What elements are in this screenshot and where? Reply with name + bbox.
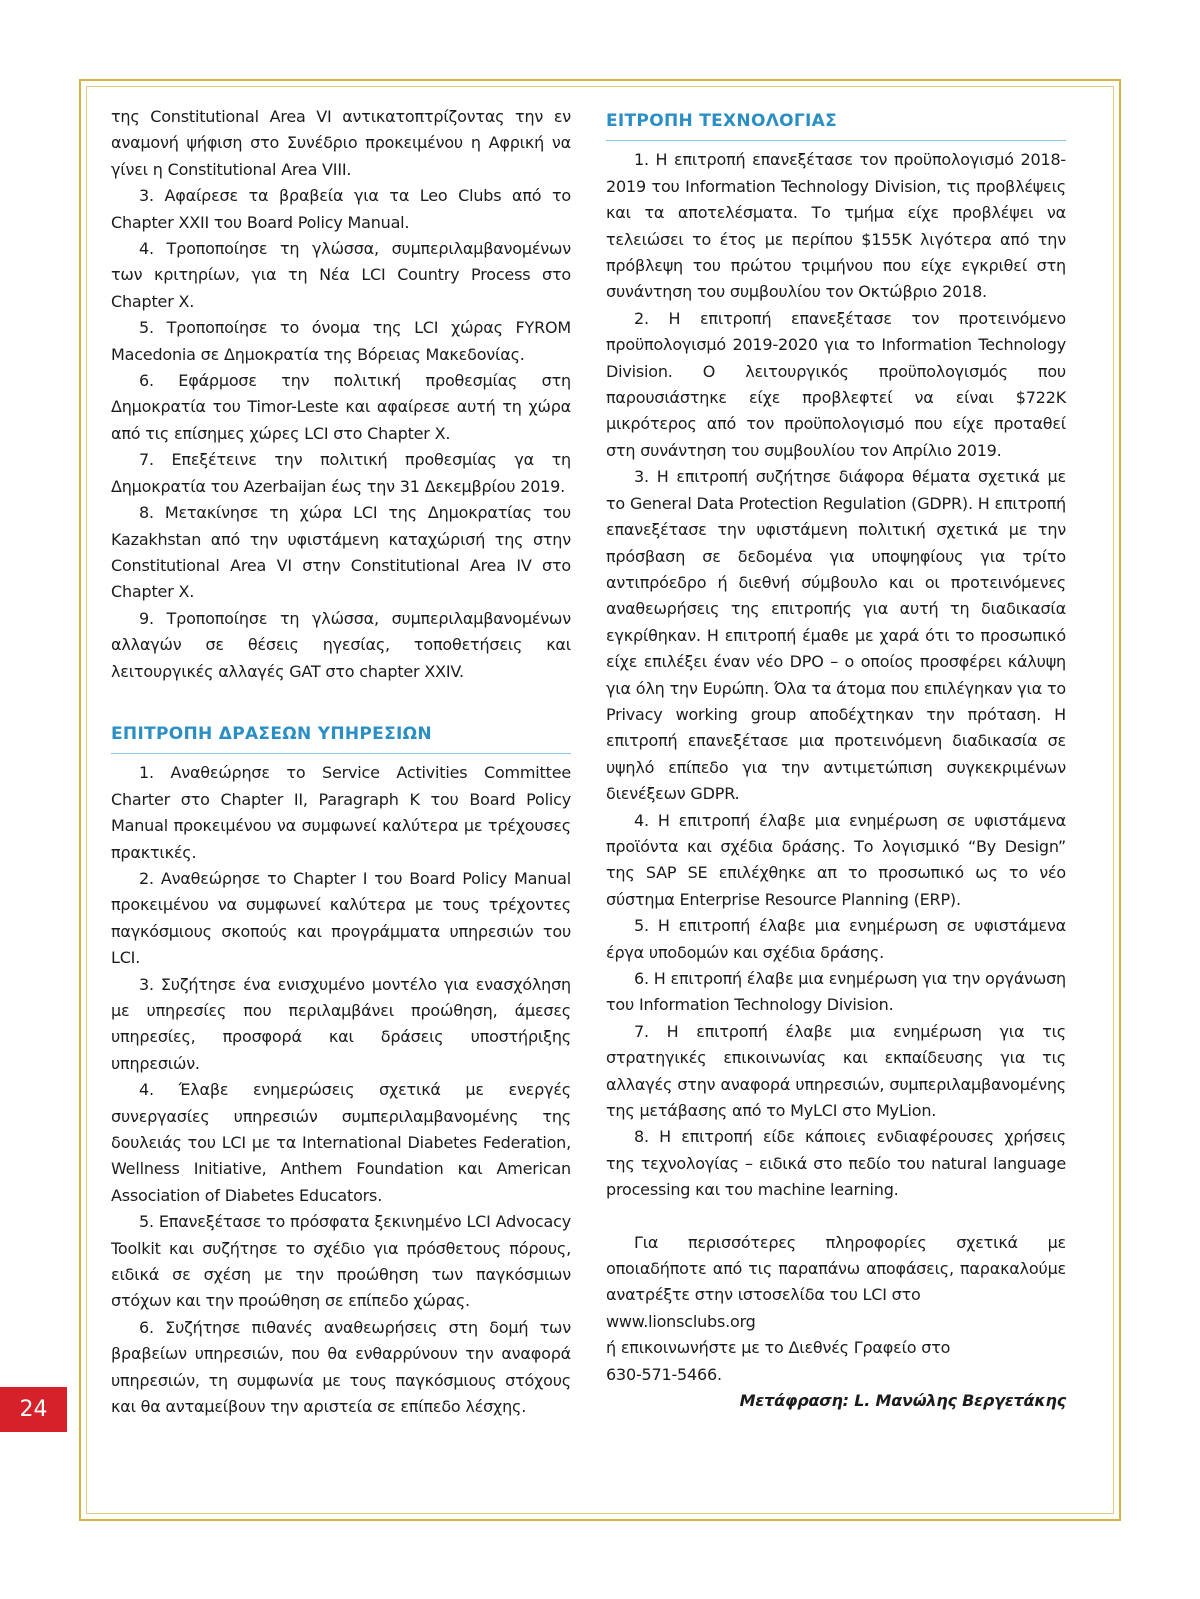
list-item: 4. Η επιτροπή έλαβε μια ενημέρωση σε υφιστάμενα προϊόντα και σχέδια δράσης. Το λογισμικό “By Design” της SAP SE επιλέχθηκε απ το προσωπικό ως το νέο σύστημα Enterprise Resource Planning (ERP). [606, 810, 1066, 909]
list-item: 2. Αναθεώρησε το Chapter I του Board Policy Manual προκειμένου να συμφωνεί καλύτερα με τους τρέχοντες παγκόσμιους σκοπούς και προγράμματα υπηρεσιών του LCI. [111, 868, 571, 968]
list-item: 4. Έλαβε ενημερώσεις σχετικά με ενεργές συνεργασίες υπηρεσιών συμπεριλαμβανομένης της δουλειάς του LCI με τα International Diabetes Federation, Wellness Initiative, Anthem Foundation και American Association of Diabetes Educators. [111, 1080, 571, 1205]
translator-credit: Μετάφραση: L. Μανώλης Βεργετάκης [739, 1391, 1066, 1411]
section-heading-service-activities: ΕΠΙΤΡΟΠΗ ΔΡΑΣΕΩΝ ΥΠΗΡΕΣΙΩΝ [111, 721, 571, 754]
page-number-badge: 24 [0, 1387, 67, 1432]
list-item: 4. Τροποποίησε τη γλώσσα, συμπεριλαμβανομένων των κριτηρίων, για τη Νέα LCI Country Process στο Chapter X. [111, 239, 571, 311]
list-item: 6. Εφάρμοσε την πολιτική προθεσμίας στη Δημοκρατία του Timor-Leste και αφαίρεσε αυτή τη χώρα από τις επίσημες χώρες LCI στο Chapter X. [111, 371, 571, 443]
website-link[interactable]: www.lionsclubs.org [606, 1311, 756, 1331]
list-item: 5. Η επιτροπή έλαβε μια ενημέρωση σε υφιστάμενα έργα υποδομών και σχέδια δράσης. [606, 916, 1066, 962]
phone-number: 630-571-5466. [606, 1364, 722, 1384]
closing-info-text: Για περισσότερες πληροφορίες σχετικά με οποιαδήποτε από τις παραπάνω αποφάσεις, παρακαλούμε ανατρέξτε στην ιστοσελίδα του LCI στο [606, 1232, 1066, 1305]
list-item: 8. Η επιτροπή είδε κάποιες ενδιαφέρουσες χρήσεις της τεχνολογίας – ειδικά στο πεδίο του natural language processing και του machine learning. [606, 1127, 1066, 1200]
closing-contact-text: ή επικοινωνήστε με το Διεθνές Γραφείο στο [606, 1338, 951, 1358]
list-item: 3. Συζήτησε ένα ενισχυμένο μοντέλο για ενασχόληση με υπηρεσίες που περιλαμβάνει προώθηση, άμεσες υπηρεσίες, προσφορά και δράσεις υποστήριξης υπηρεσιών. [111, 974, 571, 1073]
list-item: 2. Η επιτροπή επανεξέτασε τον προτεινόμενο προϋπολογισμό 2019-2020 για το Information Technology Division. Ο λειτουργικός προϋπολογισμός που παρουσιάστηκε είχε προβλεφτεί να είναι $722K μικρότερος από τον προϋπολογισμό που είχε προταθεί στη συνάντηση του συμβουλίου τον Απρίλιο 2019. [606, 308, 1066, 460]
list-item: 7. Η επιτροπή έλαβε μια ενημέρωση για τις στρατηγικές επικοινωνίας και εκπαίδευσης για τις αλλαγές στην αναφορά υπηρεσιών, συμπεριλαμβανομένης της μετάβασης από το MyLCI στο MyLion. [606, 1021, 1066, 1121]
list-item: 6. Η επιτροπή έλαβε μια ενημέρωση για την οργάνωση του Information Technology Division. [606, 969, 1066, 1015]
list-item: 1. Αναθεώρησε το Service Activities Committee Charter στο Chapter II, Paragraph K του Board Policy Manual προκειμένου να συμφωνεί καλύτερα με τρέχουσες πρακτικές. [111, 763, 571, 862]
list-item: 6. Συζήτησε πιθανές αναθεωρήσεις στη δομή των βραβείων υπηρεσιών, που θα ενθαρρύνουν την αναφορά υπηρεσιών, τη συμφωνία με τους παγκόσμιους στόχους και θα ανταμείβουν την αριστεία σε επίπεδο λέσχης. [111, 1317, 571, 1417]
list-item: 5. Επανεξέτασε το πρόσφατα ξεκινημένο LCI Advocacy Toolkit και συζήτησε το σχέδιο για πρόσθετους πόρους, ειδικά σε σχέση με την προώθηση των παγκόσμιων στόχων και την προώθηση σε επίπεδο χώρας. [111, 1212, 571, 1311]
right-column [606, 104, 1066, 1415]
list-item: 8. Μετακίνησε τη χώρα LCI της Δημοκρατίας του Kazakhstan από την υφιστάμενη καταχώρισή της στην Constitutional Area VI στην Constitutional Area IV στο Chapter X. [111, 503, 571, 602]
paragraph-intro: της Constitutional Area VI αντικατοπτρίζοντας την εν αναμονή ψήφιση στο Συνέδριο προκειμένου η Αφρική να γίνει η Constitutional Area VIII. [111, 107, 571, 179]
list-item: 3. Η επιτροπή συζήτησε διάφορα θέματα σχετικά με το General Data Protection Regulation (GDPR). Η επιτροπή επανεξέτασε την υφιστάμενη πολιτική σχετικά με την πρόσβαση σε δεδομένα για υποψηφίους για τρίτο αντιπρόεδρο ή διεθνή σύμβουλο και οι προτεινόμενες αναθεωρήσεις της επιτροπής για αυτή τη διαδικασία εγκρίθηκαν. Η επιτροπή έμαθε με χαρά ότι το προσωπικό είχε επιλέξει έναν νέο DPO – ο οποίος προσφέρει κάλυψη για όλη την Ευρώπη. Όλα τα άτομα που επιλέγηκαν για το Privacy working group αποδέχτηκαν την πρόταση. Η επιτροπή επανεξέτασε μια προτεινόμενη διαδικασία σε υψηλό επίπεδο για την αντιμετώπιση συγκεκριμένων διενέξεων GDPR. [606, 467, 1066, 804]
list-item: 3. Αφαίρεσε τα βραβεία για τα Leo Clubs από το Chapter XXII του Board Policy Manual. [111, 186, 571, 232]
spacer [606, 1204, 1066, 1230]
section-heading-technology: ΕΙΤΡΟΠΗ ΤΕΧΝΟΛΟΓΙΑΣ [606, 108, 1066, 141]
list-item: 5. Τροποποίησε το όνομα της LCI χώρας FYROM Macedonia σε Δημοκρατία της Βόρειας Μακεδονίας. [111, 318, 571, 364]
list-item: 7. Επεξέτεινε την πολιτική προθεσμίας γα τη Δημοκρατία του Azerbaijan έως την 31 Δεκεμβρίου 2019. [111, 450, 571, 496]
left-column [111, 104, 571, 1421]
list-item: 9. Τροποποίησε τη γλώσσα, συμπεριλαμβανομένων αλλαγών σε θέσεις ηγεσίας, τοποθετήσεις και λειτουργικές αλλαγές GAT στο chapter XXIV. [111, 608, 571, 681]
list-item: 1. Η επιτροπή επανεξέτασε τον προϋπολογισμό 2018-2019 του Information Technology Division, τις προβλέψεις και τα αποτελέσματα. Το τμήμα είχε προβλέψει να τελειώσει το έτος με περίπου $155K λιγότερα από την πρόβλεψη του πρώτου τριμήνου που είχε εγκριθεί στη συνάντηση του συμβουλίου τον Οκτώβριο 2018. [606, 150, 1066, 302]
